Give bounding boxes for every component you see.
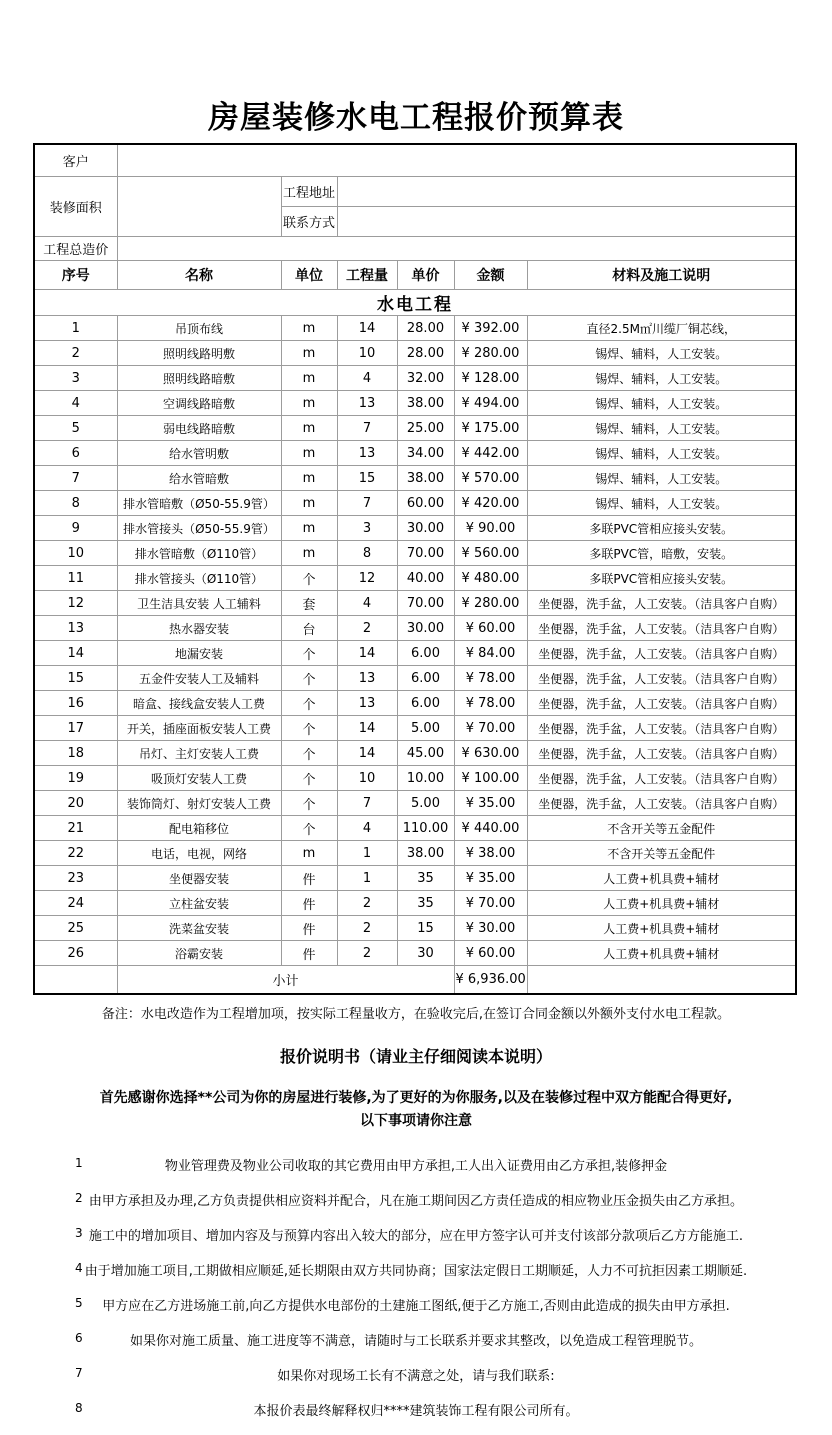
row-note: 锡焊、辅料，人工安装。	[527, 466, 796, 491]
column-header-row	[34, 261, 796, 290]
row-note: 坐便器，洗手盆，人工安装。（洁具客户自购）	[527, 666, 796, 691]
row-unit: 件	[281, 916, 337, 941]
row-price: 45.00	[397, 741, 454, 766]
row-qty: 2	[337, 616, 397, 641]
notice-heading: 报价说明书（请业主仔细阅读本说明）	[279, 1047, 552, 1067]
notice-item-text: 物业管理费及物业公司收取的其它费用由甲方承担,工人出入证费用由乙方承担,装修押金	[164, 1159, 668, 1175]
row-name: 卫生洁具安装 人工辅料	[117, 591, 281, 616]
row-name: 给水管暗敷	[117, 466, 281, 491]
row-name: 五金件安装人工及辅料	[117, 666, 281, 691]
row-no: 20	[34, 791, 117, 816]
table-row	[34, 341, 796, 366]
row-name: 弱电线路暗敷	[117, 416, 281, 441]
row-note: 多联PVC管相应接头安装。	[527, 566, 796, 591]
row-amount: ¥ 35.00	[454, 866, 527, 891]
row-note: 坐便器，洗手盆，人工安装。（洁具客户自购）	[527, 741, 796, 766]
row-name: 排水管接头（Ø50-55.9管）	[117, 516, 281, 541]
row-price: 30	[397, 941, 454, 966]
row-price: 35	[397, 891, 454, 916]
row-no: 17	[34, 716, 117, 741]
row-qty: 10	[337, 766, 397, 791]
subtotal-empty-note	[527, 966, 796, 995]
row-no: 19	[34, 766, 117, 791]
row-note: 不含开关等五金配件	[527, 816, 796, 841]
row-note: 坐便器，洗手盆，人工安装。（洁具客户自购）	[527, 691, 796, 716]
row-name: 吊顶布线	[117, 316, 281, 341]
row-no: 14	[34, 641, 117, 666]
subtotal-empty-no	[34, 966, 117, 995]
row-qty: 14	[337, 741, 397, 766]
table-row	[34, 516, 796, 541]
table-row	[34, 366, 796, 391]
row-price: 60.00	[397, 491, 454, 516]
col-header-qty: 工程量	[337, 261, 397, 290]
notice-item-text: 甲方应在乙方进场施工前,向乙方提供水电部份的土建施工图纸,便于乙方施工,否则由此造成的损失由甲方承担.	[102, 1299, 730, 1315]
row-amount: ¥ 560.00	[454, 541, 527, 566]
row-note: 多联PVC管相应接头安装。	[527, 516, 796, 541]
row-amount: ¥ 70.00	[454, 716, 527, 741]
address-label: 工程地址	[281, 177, 337, 207]
row-note: 坐便器，洗手盆，人工安装。（洁具客户自购）	[527, 616, 796, 641]
row-amount: ¥ 570.00	[454, 466, 527, 491]
row-qty: 14	[337, 641, 397, 666]
row-price: 30.00	[397, 616, 454, 641]
row-qty: 2	[337, 916, 397, 941]
row-note: 人工费+机具费+辅材	[527, 891, 796, 916]
row-price: 38.00	[397, 466, 454, 491]
row-price: 28.00	[397, 341, 454, 366]
row-qty: 14	[337, 716, 397, 741]
row-unit: 个	[281, 566, 337, 591]
row-unit: m	[281, 841, 337, 866]
row-amount: ¥ 280.00	[454, 341, 527, 366]
row-qty: 7	[337, 416, 397, 441]
row-unit: 件	[281, 866, 337, 891]
row-no: 26	[34, 941, 117, 966]
row-unit: m	[281, 391, 337, 416]
row-amount: ¥ 30.00	[454, 916, 527, 941]
table-rows-section	[34, 316, 796, 966]
row-amount: ¥ 70.00	[454, 891, 527, 916]
row-price: 5.00	[397, 716, 454, 741]
row-unit: 套	[281, 591, 337, 616]
row-name: 地漏安装	[117, 641, 281, 666]
row-price: 25.00	[397, 416, 454, 441]
row-price: 32.00	[397, 366, 454, 391]
table-row	[34, 916, 796, 941]
row-amount: ¥ 78.00	[454, 666, 527, 691]
row-unit: 个	[281, 791, 337, 816]
row-amount: ¥ 630.00	[454, 741, 527, 766]
row-qty: 12	[337, 566, 397, 591]
subtotal-amount: ¥ 6,936.00	[454, 966, 527, 995]
row-price: 10.00	[397, 766, 454, 791]
row-name: 立柱盆安装	[117, 891, 281, 916]
table-row	[34, 641, 796, 666]
row-unit: 个	[281, 816, 337, 841]
row-unit: m	[281, 491, 337, 516]
table-row	[34, 466, 796, 491]
row-note: 人工费+机具费+辅材	[527, 916, 796, 941]
table-row	[34, 941, 796, 966]
row-price: 15	[397, 916, 454, 941]
row-unit: m	[281, 441, 337, 466]
col-header-amount: 金额	[454, 261, 527, 290]
row-unit: 个	[281, 691, 337, 716]
row-no: 13	[34, 616, 117, 641]
row-note: 锡焊、辅料，人工安装。	[527, 416, 796, 441]
remark-note: 备注：水电改造作为工程增加项，按实际工程量收方，在验收完后,在签订合同金额以外额外支付水电工程款。	[101, 1007, 731, 1023]
contact-value-cell[interactable]	[337, 207, 796, 237]
row-amount: ¥ 60.00	[454, 941, 527, 966]
row-price: 70.00	[397, 591, 454, 616]
row-no: 10	[34, 541, 117, 566]
row-no: 3	[34, 366, 117, 391]
row-qty: 13	[337, 391, 397, 416]
row-unit: m	[281, 416, 337, 441]
row-qty: 10	[337, 341, 397, 366]
row-no: 8	[34, 491, 117, 516]
notice-item	[0, 1260, 832, 1279]
row-name: 热水器安装	[117, 616, 281, 641]
row-price: 70.00	[397, 541, 454, 566]
row-amount: ¥ 35.00	[454, 791, 527, 816]
table-row	[34, 616, 796, 641]
row-note: 人工费+机具费+辅材	[527, 941, 796, 966]
row-qty: 2	[337, 891, 397, 916]
table-row	[34, 441, 796, 466]
subtotal-label: 小计	[117, 966, 454, 995]
notice-items-list	[0, 1155, 832, 1419]
row-unit: m	[281, 316, 337, 341]
row-no: 18	[34, 741, 117, 766]
row-note: 坐便器，洗手盆，人工安装。（洁具客户自购）	[527, 641, 796, 666]
row-amount: ¥ 90.00	[454, 516, 527, 541]
table-row	[34, 766, 796, 791]
page-title: 房屋装修水电工程报价预算表	[208, 100, 624, 136]
total-cost-label: 工程总造价	[34, 237, 117, 261]
row-amount: ¥ 78.00	[454, 691, 527, 716]
row-qty: 2	[337, 941, 397, 966]
notice-item-number: 3	[75, 1226, 83, 1241]
row-unit: 个	[281, 741, 337, 766]
row-unit: 个	[281, 766, 337, 791]
row-name: 洗菜盆安装	[117, 916, 281, 941]
table-row	[34, 841, 796, 866]
row-amount: ¥ 442.00	[454, 441, 527, 466]
row-amount: ¥ 128.00	[454, 366, 527, 391]
area-value-cell[interactable]	[117, 177, 281, 237]
row-unit: m	[281, 541, 337, 566]
table-row	[34, 491, 796, 516]
row-no: 2	[34, 341, 117, 366]
table-row	[34, 891, 796, 916]
subtotal-row	[34, 966, 796, 995]
row-name: 浴霸安装	[117, 941, 281, 966]
area-label: 装修面积	[34, 177, 117, 237]
row-price: 30.00	[397, 516, 454, 541]
notice-intro-line-2: 以下事项请你注意	[360, 1113, 472, 1130]
row-amount: ¥ 494.00	[454, 391, 527, 416]
area-address-row	[34, 177, 796, 207]
row-price: 6.00	[397, 641, 454, 666]
row-name: 给水管明敷	[117, 441, 281, 466]
row-price: 6.00	[397, 691, 454, 716]
total-cost-row	[34, 237, 796, 261]
row-price: 34.00	[397, 441, 454, 466]
total-cost-value-cell[interactable]	[117, 237, 796, 261]
row-no: 16	[34, 691, 117, 716]
row-price: 6.00	[397, 666, 454, 691]
row-no: 1	[34, 316, 117, 341]
table-row	[34, 316, 796, 341]
row-price: 38.00	[397, 391, 454, 416]
section-title-row	[34, 290, 796, 316]
row-note: 坐便器，洗手盆，人工安装。（洁具客户自购）	[527, 716, 796, 741]
row-price: 40.00	[397, 566, 454, 591]
row-amount: ¥ 175.00	[454, 416, 527, 441]
notice-item	[0, 1365, 832, 1384]
row-qty: 7	[337, 491, 397, 516]
row-qty: 7	[337, 791, 397, 816]
notice-item-text: 施工中的增加项目、增加内容及与预算内容出入较大的部分，应在甲方签字认可并支付该部分款项后乙方方能施工.	[88, 1229, 744, 1245]
notice-item	[0, 1190, 832, 1209]
notice-item-number: 1	[75, 1156, 83, 1171]
row-price: 110.00	[397, 816, 454, 841]
notice-item	[0, 1400, 832, 1419]
row-no: 11	[34, 566, 117, 591]
notice-item-number: 6	[75, 1331, 83, 1346]
row-amount: ¥ 100.00	[454, 766, 527, 791]
col-header-price: 单价	[397, 261, 454, 290]
row-price: 38.00	[397, 841, 454, 866]
row-amount: ¥ 392.00	[454, 316, 527, 341]
row-note: 坐便器，洗手盆，人工安装。（洁具客户自购）	[527, 766, 796, 791]
notice-item-text: 如果你对施工质量、施工进度等不满意，请随时与工长联系并要求其整改，以免造成工程管理脱节。	[129, 1334, 702, 1350]
row-no: 6	[34, 441, 117, 466]
notice-item-number: 7	[75, 1366, 83, 1381]
row-unit: 台	[281, 616, 337, 641]
row-note: 坐便器，洗手盆，人工安装。（洁具客户自购）	[527, 591, 796, 616]
row-no: 24	[34, 891, 117, 916]
row-price: 35	[397, 866, 454, 891]
row-amount: ¥ 38.00	[454, 841, 527, 866]
row-note: 锡焊、辅料，人工安装。	[527, 491, 796, 516]
row-qty: 14	[337, 316, 397, 341]
row-name: 开关，插座面板安装人工费	[117, 716, 281, 741]
row-qty: 8	[337, 541, 397, 566]
row-unit: m	[281, 366, 337, 391]
address-value-cell[interactable]	[337, 177, 796, 207]
row-name: 配电箱移位	[117, 816, 281, 841]
row-name: 电话，电视，网络	[117, 841, 281, 866]
table-row	[34, 416, 796, 441]
notice-item	[0, 1295, 832, 1314]
row-amount: ¥ 480.00	[454, 566, 527, 591]
row-qty: 13	[337, 691, 397, 716]
notice-item-number: 5	[75, 1296, 83, 1311]
row-name: 坐便器安装	[117, 866, 281, 891]
row-note: 多联PVC管，暗敷，安装。	[527, 541, 796, 566]
notice-item-number: 4	[75, 1261, 83, 1276]
row-unit: m	[281, 516, 337, 541]
row-price: 5.00	[397, 791, 454, 816]
table-row	[34, 816, 796, 841]
row-unit: 个	[281, 666, 337, 691]
row-name: 排水管暗敷（Ø50-55.9管）	[117, 491, 281, 516]
row-note: 锡焊、辅料，人工安装。	[527, 391, 796, 416]
row-amount: ¥ 280.00	[454, 591, 527, 616]
section-title: 水电工程	[34, 290, 796, 316]
notice-item-text: 本报价表最终解释权归****建筑装饰工程有限公司所有。	[253, 1404, 579, 1420]
table-row	[34, 741, 796, 766]
table-row	[34, 791, 796, 816]
row-unit: 件	[281, 941, 337, 966]
row-unit: 件	[281, 891, 337, 916]
notice-item	[0, 1225, 832, 1244]
notice-intro	[0, 1087, 832, 1133]
table-info-section	[34, 144, 796, 316]
row-no: 7	[34, 466, 117, 491]
row-name: 照明线路暗敷	[117, 366, 281, 391]
row-name: 排水管接头（Ø110管）	[117, 566, 281, 591]
row-name: 排水管暗敷（Ø110管）	[117, 541, 281, 566]
row-no: 12	[34, 591, 117, 616]
table-row	[34, 591, 796, 616]
row-no: 25	[34, 916, 117, 941]
row-amount: ¥ 440.00	[454, 816, 527, 841]
row-no: 15	[34, 666, 117, 691]
notice-item	[0, 1155, 832, 1174]
row-note: 直径2.5M㎡川缆厂铜芯线，	[527, 316, 796, 341]
row-qty: 4	[337, 366, 397, 391]
row-unit: m	[281, 466, 337, 491]
table-row	[34, 666, 796, 691]
row-no: 4	[34, 391, 117, 416]
row-no: 21	[34, 816, 117, 841]
row-qty: 13	[337, 441, 397, 466]
row-name: 吊灯、主灯安装人工费	[117, 741, 281, 766]
row-name: 装饰筒灯、射灯安装人工费	[117, 791, 281, 816]
row-unit: 个	[281, 716, 337, 741]
row-qty: 15	[337, 466, 397, 491]
row-no: 5	[34, 416, 117, 441]
notice-item-text: 如果你对现场工长有不满意之处，请与我们联系:	[277, 1369, 555, 1385]
table-row	[34, 866, 796, 891]
row-qty: 4	[337, 816, 397, 841]
notice-intro-line-1: 首先感谢你选择**公司为你的房屋进行装修,为了更好的为你服务,以及在装修过程中双方能配合得更好,	[99, 1090, 733, 1107]
row-no: 23	[34, 866, 117, 891]
row-no: 9	[34, 516, 117, 541]
row-amount: ¥ 60.00	[454, 616, 527, 641]
quotation-table	[33, 143, 797, 995]
table-row	[34, 391, 796, 416]
customer-value-cell[interactable]	[117, 144, 796, 177]
row-qty: 3	[337, 516, 397, 541]
col-header-unit: 单位	[281, 261, 337, 290]
row-name: 吸顶灯安装人工费	[117, 766, 281, 791]
notice-item-text: 由于增加施工项目,工期做相应顺延,延长期限由双方共同协商；国家法定假日工期顺延，人力不可抗拒因素工期顺延.	[84, 1264, 748, 1280]
row-qty: 1	[337, 841, 397, 866]
row-qty: 13	[337, 666, 397, 691]
row-price: 28.00	[397, 316, 454, 341]
row-amount: ¥ 84.00	[454, 641, 527, 666]
contact-label: 联系方式	[281, 207, 337, 237]
col-header-note: 材料及施工说明	[527, 261, 796, 290]
table-subtotal-section	[34, 966, 796, 995]
col-header-name: 名称	[117, 261, 281, 290]
notice-item	[0, 1330, 832, 1349]
row-no: 22	[34, 841, 117, 866]
row-note: 锡焊、辅料，人工安装。	[527, 341, 796, 366]
customer-row	[34, 144, 796, 177]
row-note: 不含开关等五金配件	[527, 841, 796, 866]
row-unit: m	[281, 341, 337, 366]
row-note: 锡焊、辅料，人工安装。	[527, 441, 796, 466]
row-unit: 个	[281, 641, 337, 666]
col-header-no: 序号	[34, 261, 117, 290]
row-name: 空调线路暗敷	[117, 391, 281, 416]
table-row	[34, 541, 796, 566]
row-name: 暗盒、接线盒安装人工费	[117, 691, 281, 716]
row-qty: 4	[337, 591, 397, 616]
row-qty: 1	[337, 866, 397, 891]
notice-item-number: 8	[75, 1401, 83, 1416]
row-amount: ¥ 420.00	[454, 491, 527, 516]
row-note: 坐便器，洗手盆，人工安装。（洁具客户自购）	[527, 791, 796, 816]
table-row	[34, 566, 796, 591]
table-row	[34, 716, 796, 741]
notice-item-text: 由甲方承担及办理,乙方负责提供相应资料并配合，凡在施工期间因乙方责任造成的相应物业压金损失由乙方承担。	[88, 1194, 744, 1210]
row-note: 人工费+机具费+辅材	[527, 866, 796, 891]
table-row	[34, 691, 796, 716]
notice-item-number: 2	[75, 1191, 83, 1206]
row-note: 锡焊、辅料，人工安装。	[527, 366, 796, 391]
row-name: 照明线路明敷	[117, 341, 281, 366]
customer-label: 客户	[34, 144, 117, 177]
